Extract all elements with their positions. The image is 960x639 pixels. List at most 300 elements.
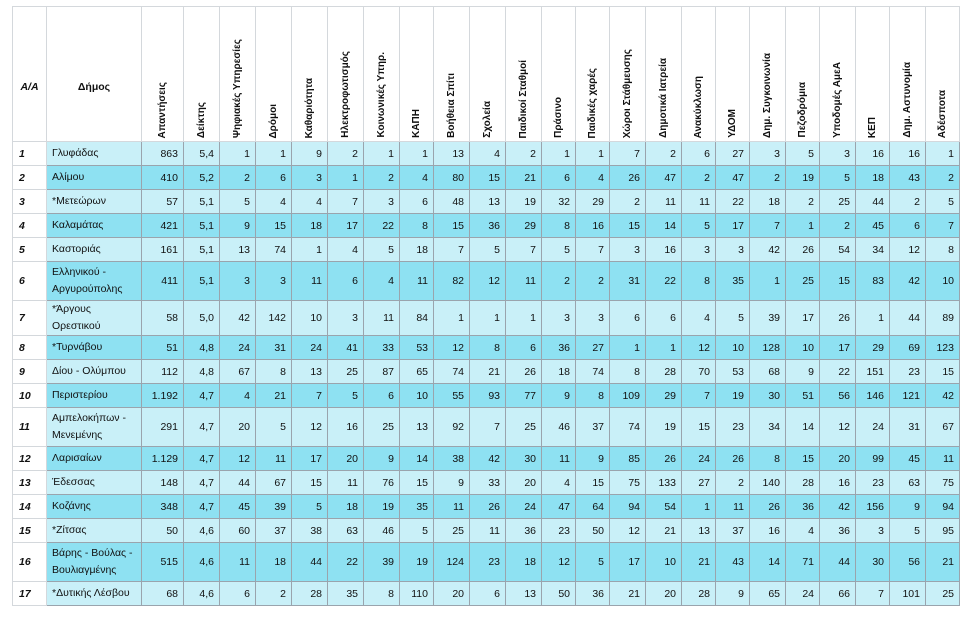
table-cell: 18 [542, 360, 576, 384]
table-cell: 20 [506, 471, 542, 495]
table-cell: 1 [364, 142, 400, 166]
column-header-label: Κοινωνικές Υπηρ. [376, 52, 387, 138]
table-cell: 5 [364, 238, 400, 262]
table-cell: 36 [786, 495, 820, 519]
table-cell: 75 [610, 471, 646, 495]
table-cell: 26 [750, 495, 786, 519]
table-cell: 24 [220, 336, 256, 360]
table-cell: 128 [750, 336, 786, 360]
table-cell: 27 [682, 471, 716, 495]
table-cell: 47 [542, 495, 576, 519]
table-cell: 19 [646, 408, 682, 447]
table-cell: 34 [750, 408, 786, 447]
table-cell: 11 [470, 519, 506, 543]
table-cell: 15 [256, 214, 292, 238]
table-cell: 23 [856, 471, 890, 495]
table-cell: 75 [926, 471, 960, 495]
table-cell: 43 [716, 543, 750, 582]
table-cell: 15 [820, 262, 856, 301]
table-cell: 54 [820, 238, 856, 262]
table-cell: 42 [820, 495, 856, 519]
table-cell: 2 [820, 214, 856, 238]
table-cell: 82 [434, 262, 470, 301]
table-cell: 15 [786, 447, 820, 471]
table-cell: 1 [576, 142, 610, 166]
municipality-name: Αλίμου [47, 166, 142, 190]
table-header [13, 7, 960, 142]
table-cell: 11 [506, 262, 542, 301]
table-cell: 12 [470, 262, 506, 301]
table-cell: 25 [786, 262, 820, 301]
column-header [13, 7, 47, 142]
table-cell: 31 [890, 408, 926, 447]
table-row [13, 495, 960, 519]
table-row [13, 190, 960, 214]
table-cell: 64 [576, 495, 610, 519]
municipality-name: Ελληνικού - Αργυρούπολης [47, 262, 142, 301]
table-cell: 16 [576, 214, 610, 238]
column-header-label: Βοήθεια Σπίτι [446, 73, 457, 138]
table-cell: 44 [820, 543, 856, 582]
row-index: 1 [13, 142, 47, 166]
table-cell: 68 [142, 582, 184, 606]
column-header-label: Υποδομές ΑμεΑ [832, 62, 843, 138]
table-cell: 33 [470, 471, 506, 495]
table-cell: 2 [506, 142, 542, 166]
table-cell: 18 [750, 190, 786, 214]
table-cell: 3 [856, 519, 890, 543]
table-cell: 4 [400, 166, 434, 190]
municipality-name: Καλαμάτας [47, 214, 142, 238]
table-cell: 44 [856, 190, 890, 214]
table-cell: 3 [328, 301, 364, 336]
table-cell: 45 [220, 495, 256, 519]
table-cell: 74 [256, 238, 292, 262]
table-cell: 53 [716, 360, 750, 384]
table-cell: 2 [786, 190, 820, 214]
municipality-name: *Δυτικής Λέσβου [47, 582, 142, 606]
column-header-label: Δημ. Συγκοινωνία [762, 53, 773, 138]
table-cell: 22 [820, 360, 856, 384]
table-cell: 53 [400, 336, 434, 360]
table-row [13, 336, 960, 360]
column-header-label: Πράσινο [553, 97, 564, 138]
table-cell: 4,8 [184, 336, 220, 360]
table-cell: 2 [328, 142, 364, 166]
table-cell: 291 [142, 408, 184, 447]
table-cell: 6 [220, 582, 256, 606]
table-cell: 15 [926, 360, 960, 384]
table-cell: 42 [220, 301, 256, 336]
table-cell: 26 [820, 301, 856, 336]
table-cell: 18 [400, 238, 434, 262]
table-cell: 11 [328, 471, 364, 495]
table-cell: 17 [716, 214, 750, 238]
table-cell: 12 [682, 336, 716, 360]
table-cell: 26 [470, 495, 506, 519]
table-cell: 3 [750, 142, 786, 166]
row-index: 9 [13, 360, 47, 384]
table-cell: 38 [434, 447, 470, 471]
table-cell: 87 [364, 360, 400, 384]
table-cell: 6 [256, 166, 292, 190]
table-cell: 9 [576, 447, 610, 471]
table-cell: 89 [926, 301, 960, 336]
table-cell: 13 [220, 238, 256, 262]
table-cell: 151 [856, 360, 890, 384]
column-header [716, 7, 750, 142]
table-cell: 25 [926, 582, 960, 606]
table-cell: 5,1 [184, 262, 220, 301]
table-cell: 35 [400, 495, 434, 519]
table-cell: 5 [328, 384, 364, 408]
table-cell: 5 [786, 142, 820, 166]
table-cell: 5 [576, 543, 610, 582]
table-cell: 6 [470, 582, 506, 606]
table-cell: 4 [470, 142, 506, 166]
table-cell: 26 [506, 360, 542, 384]
table-cell: 23 [542, 519, 576, 543]
table-cell: 8 [682, 262, 716, 301]
column-header-label: Ανακύκλωση [693, 75, 704, 138]
table-cell: 22 [716, 190, 750, 214]
table-cell: 8 [926, 238, 960, 262]
table-cell: 11 [364, 301, 400, 336]
table-cell: 63 [328, 519, 364, 543]
table-cell: 39 [256, 495, 292, 519]
table-cell: 2 [750, 166, 786, 190]
table-cell: 7 [856, 582, 890, 606]
table-row [13, 214, 960, 238]
municipality-name: Βάρης - Βούλας - Βουλιαγμένης [47, 543, 142, 582]
table-cell: 7 [470, 408, 506, 447]
table-cell: 5,0 [184, 301, 220, 336]
table-cell: 24 [856, 408, 890, 447]
table-cell: 36 [576, 582, 610, 606]
column-header [328, 7, 364, 142]
table-cell: 28 [292, 582, 328, 606]
table-cell: 10 [716, 336, 750, 360]
table-cell: 148 [142, 471, 184, 495]
table-cell: 2 [646, 142, 682, 166]
table-cell: 4,6 [184, 519, 220, 543]
table-cell: 25 [434, 519, 470, 543]
column-header-label: Χώροι Στάθμευσης [622, 48, 633, 138]
column-header-label: Αδέσποτα [937, 89, 948, 138]
table-cell: 46 [364, 519, 400, 543]
table-cell: 11 [646, 190, 682, 214]
table-cell: 24 [292, 336, 328, 360]
table-cell: 1 [646, 336, 682, 360]
table-cell: 110 [400, 582, 434, 606]
table-cell: 1 [434, 301, 470, 336]
table-cell: 15 [576, 471, 610, 495]
table-cell: 1 [292, 238, 328, 262]
table-cell: 42 [890, 262, 926, 301]
table-row [13, 301, 960, 336]
municipality-name: Δίου - Ολύμπου [47, 360, 142, 384]
table-cell: 26 [646, 447, 682, 471]
table-cell: 2 [926, 166, 960, 190]
table-cell: 1 [682, 495, 716, 519]
table-row [13, 582, 960, 606]
table-cell: 2 [890, 190, 926, 214]
table-cell: 11 [926, 447, 960, 471]
table-cell: 21 [682, 543, 716, 582]
table-cell: 19 [400, 543, 434, 582]
municipality-name: *Άργους Ορεστικού [47, 301, 142, 336]
column-header [142, 7, 184, 142]
table-cell: 57 [142, 190, 184, 214]
table-cell: 33 [364, 336, 400, 360]
table-cell: 55 [434, 384, 470, 408]
table-cell: 16 [646, 238, 682, 262]
table-cell: 3 [364, 190, 400, 214]
table-cell: 3 [542, 301, 576, 336]
table-cell: 17 [610, 543, 646, 582]
table-cell: 5,1 [184, 190, 220, 214]
table-cell: 8 [542, 214, 576, 238]
table-cell: 36 [820, 519, 856, 543]
table-cell: 12 [292, 408, 328, 447]
table-cell: 4,6 [184, 582, 220, 606]
table-cell: 5 [470, 238, 506, 262]
table-cell: 1 [542, 142, 576, 166]
table-cell: 410 [142, 166, 184, 190]
table-cell: 22 [646, 262, 682, 301]
table-cell: 3 [220, 262, 256, 301]
table-cell: 23 [470, 543, 506, 582]
header-row [13, 7, 960, 142]
table-cell: 85 [610, 447, 646, 471]
table-cell: 68 [750, 360, 786, 384]
table-cell: 11 [542, 447, 576, 471]
table-cell: 10 [926, 262, 960, 301]
table-cell: 27 [716, 142, 750, 166]
table-cell: 31 [610, 262, 646, 301]
column-header-label: Ψηφιακές Υπηρεσίες [232, 38, 243, 138]
table-cell: 5 [292, 495, 328, 519]
table-cell: 94 [610, 495, 646, 519]
table-cell: 46 [542, 408, 576, 447]
column-header-label: ΚΕΠ [867, 116, 878, 138]
table-cell: 4 [220, 384, 256, 408]
table-cell: 42 [470, 447, 506, 471]
table-cell: 156 [856, 495, 890, 519]
table-cell: 4 [328, 238, 364, 262]
table-cell: 7 [506, 238, 542, 262]
table-cell: 21 [256, 384, 292, 408]
table-cell: 34 [856, 238, 890, 262]
municipality-name: Κοζάνης [47, 495, 142, 519]
row-index: 10 [13, 384, 47, 408]
table-cell: 45 [890, 447, 926, 471]
table-cell: 1 [220, 142, 256, 166]
table-cell: 42 [926, 384, 960, 408]
table-cell: 15 [610, 214, 646, 238]
table-cell: 4 [542, 471, 576, 495]
table-cell: 10 [646, 543, 682, 582]
table-cell: 7 [610, 142, 646, 166]
column-header [364, 7, 400, 142]
table-row [13, 384, 960, 408]
column-header-label: Καθαριότητα [304, 77, 315, 138]
municipality-name: *Μετεώρων [47, 190, 142, 214]
table-cell: 30 [856, 543, 890, 582]
table-cell: 22 [364, 214, 400, 238]
table-cell: 348 [142, 495, 184, 519]
table-cell: 2 [542, 262, 576, 301]
table-cell: 4,8 [184, 360, 220, 384]
table-cell: 1.129 [142, 447, 184, 471]
table-cell: 15 [682, 408, 716, 447]
table-body [13, 142, 960, 606]
table-cell: 5,1 [184, 238, 220, 262]
table-cell: 17 [328, 214, 364, 238]
table-cell: 14 [750, 543, 786, 582]
table-cell: 17 [292, 447, 328, 471]
table-cell: 140 [750, 471, 786, 495]
municipality-name: Καστοριάς [47, 238, 142, 262]
column-header-label: Σχολεία [482, 101, 493, 138]
table-cell: 4 [682, 301, 716, 336]
table-cell: 29 [576, 190, 610, 214]
table-cell: 11 [682, 190, 716, 214]
table-cell: 20 [220, 408, 256, 447]
table-cell: 9 [364, 447, 400, 471]
table-cell: 11 [400, 262, 434, 301]
column-header-label: Δημ. Αστυνομία [902, 62, 913, 138]
row-index: 7 [13, 301, 47, 336]
table-cell: 5 [926, 190, 960, 214]
table-cell: 93 [470, 384, 506, 408]
table-cell: 8 [610, 360, 646, 384]
table-cell: 5 [890, 519, 926, 543]
table-cell: 16 [856, 142, 890, 166]
column-header [786, 7, 820, 142]
table-cell: 66 [820, 582, 856, 606]
table-cell: 60 [220, 519, 256, 543]
table-cell: 77 [506, 384, 542, 408]
table-cell: 6 [400, 190, 434, 214]
table-cell: 6 [890, 214, 926, 238]
table-cell: 25 [328, 360, 364, 384]
table-cell: 71 [786, 543, 820, 582]
column-header-label: A/A [20, 81, 39, 93]
table-cell: 411 [142, 262, 184, 301]
table-cell: 11 [292, 262, 328, 301]
table-row [13, 262, 960, 301]
municipality-name: Έδεσσας [47, 471, 142, 495]
table-cell: 83 [856, 262, 890, 301]
table-cell: 5 [256, 408, 292, 447]
column-header [220, 7, 256, 142]
table-cell: 18 [328, 495, 364, 519]
column-header [184, 7, 220, 142]
municipality-name: Γλυφάδας [47, 142, 142, 166]
table-cell: 21 [926, 543, 960, 582]
column-header [400, 7, 434, 142]
table-cell: 5,1 [184, 214, 220, 238]
column-header [434, 7, 470, 142]
table-cell: 11 [220, 543, 256, 582]
table-cell: 25 [820, 190, 856, 214]
table-cell: 13 [470, 190, 506, 214]
table-cell: 1 [400, 142, 434, 166]
table-cell: 38 [292, 519, 328, 543]
table-cell: 35 [328, 582, 364, 606]
table-cell: 3 [610, 238, 646, 262]
column-header [542, 7, 576, 142]
table-cell: 47 [646, 166, 682, 190]
column-header [646, 7, 682, 142]
table-cell: 4,6 [184, 543, 220, 582]
table-cell: 80 [434, 166, 470, 190]
table-cell: 112 [142, 360, 184, 384]
table-cell: 1 [506, 301, 542, 336]
table-cell: 15 [434, 214, 470, 238]
table-cell: 2 [610, 190, 646, 214]
table-cell: 42 [750, 238, 786, 262]
table-row [13, 408, 960, 447]
table-cell: 21 [610, 582, 646, 606]
table-cell: 19 [506, 190, 542, 214]
table-cell: 65 [400, 360, 434, 384]
table-cell: 3 [682, 238, 716, 262]
column-header [47, 7, 142, 142]
table-cell: 26 [610, 166, 646, 190]
table-cell: 7 [328, 190, 364, 214]
table-cell: 5 [820, 166, 856, 190]
row-index: 13 [13, 471, 47, 495]
table-cell: 6 [542, 166, 576, 190]
table-cell: 48 [434, 190, 470, 214]
table-cell: 3 [256, 262, 292, 301]
table-cell: 1 [926, 142, 960, 166]
table-cell: 37 [716, 519, 750, 543]
table-cell: 13 [400, 408, 434, 447]
table-cell: 2 [682, 166, 716, 190]
table-cell: 4,7 [184, 408, 220, 447]
table-cell: 3 [292, 166, 328, 190]
row-index: 12 [13, 447, 47, 471]
table-cell: 4,7 [184, 447, 220, 471]
table-row [13, 543, 960, 582]
table-row [13, 360, 960, 384]
municipality-name: Αμπελοκήπων - Μενεμένης [47, 408, 142, 447]
table-cell: 14 [786, 408, 820, 447]
table-cell: 3 [820, 142, 856, 166]
row-index: 3 [13, 190, 47, 214]
table-cell: 9 [434, 471, 470, 495]
table-row [13, 238, 960, 262]
table-cell: 58 [142, 301, 184, 336]
table-cell: 101 [890, 582, 926, 606]
table-cell: 28 [682, 582, 716, 606]
table-cell: 12 [610, 519, 646, 543]
table-cell: 1 [856, 301, 890, 336]
column-header [890, 7, 926, 142]
table-cell: 11 [256, 447, 292, 471]
table-cell: 863 [142, 142, 184, 166]
table-cell: 8 [400, 214, 434, 238]
table-cell: 1.192 [142, 384, 184, 408]
column-header [292, 7, 328, 142]
table-cell: 13 [682, 519, 716, 543]
table-cell: 51 [142, 336, 184, 360]
table-cell: 6 [646, 301, 682, 336]
table-cell: 4,7 [184, 384, 220, 408]
